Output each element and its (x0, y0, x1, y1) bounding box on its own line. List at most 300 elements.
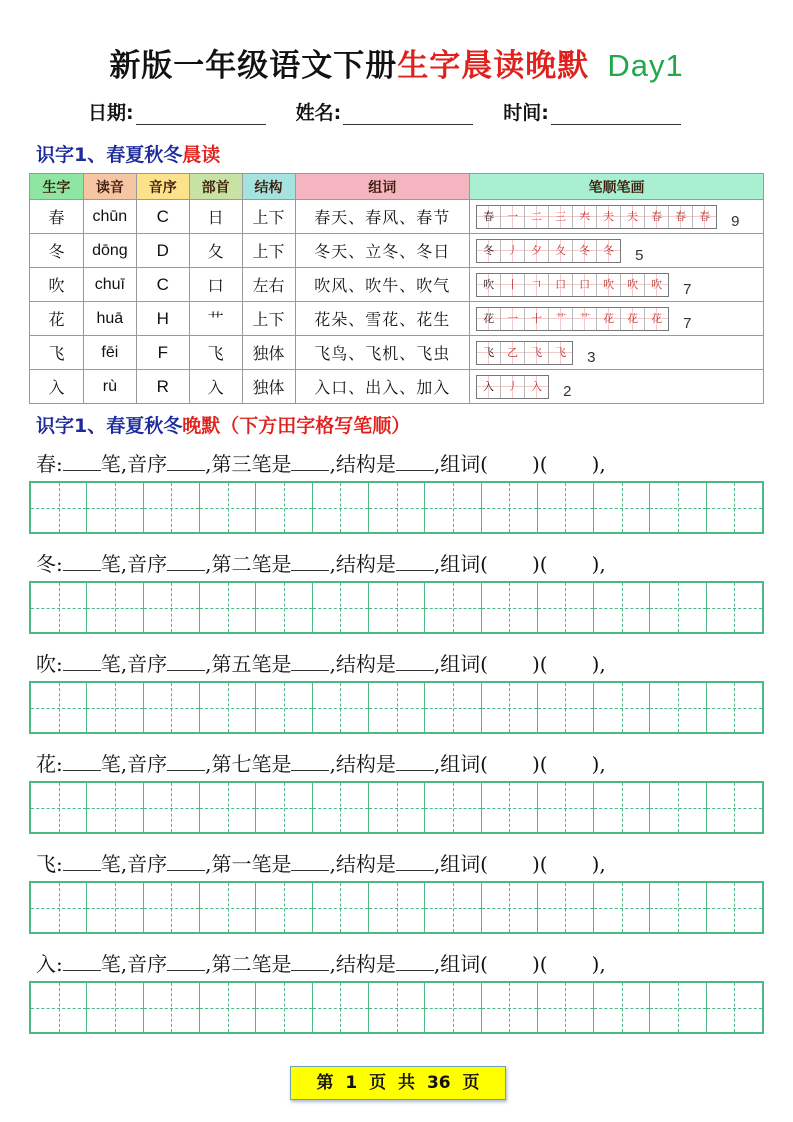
cell-pinyin: dōng (83, 234, 136, 268)
writing-cell[interactable] (538, 883, 594, 932)
stroke-step: 吹 (597, 274, 621, 296)
writing-cell[interactable] (256, 583, 312, 632)
writing-cell[interactable] (650, 883, 706, 932)
writing-cell[interactable] (313, 983, 369, 1032)
structure-label: 结构是 (335, 652, 396, 676)
cell-pinyin: huā (83, 302, 136, 336)
writing-cell[interactable] (538, 683, 594, 732)
answer-blank[interactable] (167, 552, 205, 571)
cell-words: 春天、春风、春节 (295, 200, 470, 234)
comma: , (433, 652, 441, 676)
structure-label: 结构是 (335, 952, 396, 976)
answer-blank[interactable] (63, 752, 101, 771)
strokes-label: 笔, (100, 752, 128, 776)
answer-blank[interactable] (291, 452, 329, 471)
column-header: 笔顺笔画 (470, 174, 764, 200)
writing-cell[interactable] (425, 483, 481, 532)
writing-cell[interactable] (144, 783, 200, 832)
cell-structure: 上下 (242, 234, 295, 268)
paren-end: ), (591, 952, 606, 976)
writing-cell[interactable] (87, 883, 143, 932)
writing-cell[interactable] (594, 483, 650, 532)
writing-cell[interactable] (144, 983, 200, 1032)
cell-pinyin: chuī (83, 268, 136, 302)
cell-structure: 左右 (242, 268, 295, 302)
writing-cell[interactable] (200, 983, 256, 1032)
stroke-step: 春 (669, 206, 693, 228)
comma: , (205, 852, 212, 876)
colon: : (56, 852, 63, 876)
comma: , (329, 752, 336, 776)
table-row (30, 336, 764, 370)
structure-label: 结构是 (335, 452, 396, 476)
table-row (30, 200, 764, 234)
words-label: 组词( (440, 752, 488, 776)
stroke-step: 吹 (477, 274, 501, 296)
cell-pinyin: fēi (83, 336, 136, 370)
writing-cell[interactable] (87, 583, 143, 632)
comma: , (433, 852, 441, 876)
writing-cell[interactable] (425, 583, 481, 632)
cell-initial: D (136, 234, 189, 268)
answer-blank[interactable] (63, 952, 101, 971)
cell-radical: 夂 (189, 234, 242, 268)
answer-blank[interactable] (396, 952, 434, 971)
cell-structure: 独体 (242, 336, 295, 370)
answer-blank[interactable] (63, 552, 101, 571)
paren-mid: )( (532, 952, 548, 976)
table-row (30, 302, 764, 336)
stroke-step: 𡗗 (573, 206, 597, 228)
answer-blank[interactable] (396, 752, 434, 771)
stroke-count: 7 (683, 281, 692, 298)
initial-label: 音序 (127, 952, 168, 976)
cell-char: 吹 (30, 268, 84, 302)
writing-cell[interactable] (31, 983, 87, 1032)
stroke-count: 9 (731, 213, 740, 230)
cell-stroke-order (470, 370, 764, 404)
writing-cell[interactable] (313, 483, 369, 532)
answer-blank[interactable] (396, 452, 434, 471)
stroke-step: 花 (645, 308, 668, 330)
time-label: 时间: (503, 102, 549, 124)
cell-stroke-order (470, 336, 764, 370)
paren-mid: )( (532, 652, 548, 676)
writing-cell[interactable] (144, 683, 200, 732)
tianzige-grid (29, 581, 764, 634)
comma: , (205, 752, 212, 776)
writing-cell[interactable] (31, 883, 87, 932)
answer-blank[interactable] (167, 952, 205, 971)
stroke-ordinal-label: 第二笔是 (211, 952, 292, 976)
table-header-row (30, 174, 764, 200)
stroke-step: 丿 (501, 376, 525, 398)
cell-structure: 上下 (242, 302, 295, 336)
stroke-step: 冬 (597, 240, 620, 262)
stroke-step: 夕 (525, 240, 549, 262)
writing-cell[interactable] (31, 583, 87, 632)
stroke-step: 口 (549, 274, 573, 296)
writing-cell[interactable] (200, 483, 256, 532)
writing-cell[interactable] (256, 983, 312, 1032)
name-field[interactable] (296, 98, 474, 125)
stroke-step: 丿 (501, 240, 525, 262)
answer-blank[interactable] (291, 652, 329, 671)
cell-pinyin: rù (83, 370, 136, 404)
writing-cell[interactable] (369, 983, 425, 1032)
writing-cell[interactable] (538, 983, 594, 1032)
answer-blank[interactable] (291, 752, 329, 771)
paren-mid: )( (532, 452, 548, 476)
answer-blank[interactable] (291, 852, 329, 871)
writing-cell[interactable] (313, 683, 369, 732)
writing-cell[interactable] (425, 883, 481, 932)
stroke-step: 艹 (549, 308, 573, 330)
cell-char: 冬 (30, 234, 84, 268)
writing-cell[interactable] (200, 883, 256, 932)
title-day: Day1 (607, 48, 684, 83)
tianzige-grid (29, 481, 764, 534)
table-row (30, 268, 764, 302)
cell-words: 冬天、立冬、冬日 (295, 234, 470, 268)
writing-cell[interactable] (144, 483, 200, 532)
dictation-question (36, 648, 776, 677)
writing-cell[interactable] (313, 783, 369, 832)
comma: , (433, 552, 441, 576)
cell-radical: 入 (189, 370, 242, 404)
comma: , (205, 652, 212, 676)
writing-cell[interactable] (425, 683, 481, 732)
paren-end: ), (591, 652, 606, 676)
writing-cell[interactable] (144, 883, 200, 932)
section-heading-evening (36, 411, 410, 438)
writing-cell[interactable] (482, 883, 538, 932)
stroke-step: 春 (477, 206, 501, 228)
writing-cell[interactable] (369, 683, 425, 732)
writing-cell[interactable] (256, 683, 312, 732)
question-char: 冬 (36, 552, 56, 576)
stroke-step: 吹 (645, 274, 668, 296)
stroke-step: 花 (621, 308, 645, 330)
comma: , (205, 552, 212, 576)
writing-cell[interactable] (31, 683, 87, 732)
answer-blank[interactable] (167, 852, 205, 871)
writing-cell[interactable] (538, 783, 594, 832)
stroke-step: 一 (501, 308, 525, 330)
stroke-step: 十 (525, 308, 549, 330)
stroke-step: 二 (525, 206, 549, 228)
stroke-step: 冬 (573, 240, 597, 262)
cell-words: 入口、出入、加入 (295, 370, 470, 404)
writing-cell[interactable] (144, 583, 200, 632)
paren-end: ), (591, 752, 606, 776)
stroke-step: 夫 (621, 206, 645, 228)
question-char: 入 (36, 952, 56, 976)
words-label: 组词( (440, 552, 488, 576)
table-row (30, 370, 764, 404)
stroke-step: 夫 (597, 206, 621, 228)
paren-end: ), (591, 852, 606, 876)
writing-cell[interactable] (482, 983, 538, 1032)
column-header: 部首 (189, 174, 242, 200)
question-char: 花 (36, 752, 56, 776)
paren-end: ), (591, 452, 606, 476)
answer-blank[interactable] (167, 452, 205, 471)
answer-blank[interactable] (291, 552, 329, 571)
writing-cell[interactable] (87, 983, 143, 1032)
initial-label: 音序 (127, 452, 168, 476)
cell-structure: 独体 (242, 370, 295, 404)
writing-cell[interactable] (369, 783, 425, 832)
answer-blank[interactable] (291, 952, 329, 971)
writing-cell[interactable] (313, 583, 369, 632)
question-char: 飞 (36, 852, 56, 876)
initial-label: 音序 (127, 652, 168, 676)
answer-blank[interactable] (396, 852, 434, 871)
writing-cell[interactable] (256, 783, 312, 832)
colon: : (56, 552, 63, 576)
writing-cell[interactable] (650, 483, 706, 532)
writing-cell[interactable] (482, 683, 538, 732)
cell-words: 花朵、雪花、花生 (295, 302, 470, 336)
paren-mid: )( (532, 552, 548, 576)
words-label: 组词( (440, 452, 488, 476)
writing-cell[interactable] (707, 483, 762, 532)
table-row (30, 234, 764, 268)
stroke-sequence (476, 205, 717, 229)
strokes-label: 笔, (100, 852, 128, 876)
writing-cell[interactable] (707, 783, 762, 832)
writing-cell[interactable] (707, 683, 762, 732)
tianzige-grid (29, 981, 764, 1034)
writing-cell[interactable] (425, 983, 481, 1032)
cell-char: 飞 (30, 336, 84, 370)
initial-label: 音序 (127, 752, 168, 776)
writing-cell[interactable] (482, 483, 538, 532)
question-char: 吹 (36, 652, 56, 676)
date-field[interactable] (88, 98, 266, 125)
writing-cell[interactable] (538, 583, 594, 632)
writing-cell[interactable] (594, 783, 650, 832)
stroke-step: 花 (597, 308, 621, 330)
writing-cell[interactable] (87, 783, 143, 832)
comma: , (329, 652, 336, 676)
title-highlight: 生字晨读晚默 (397, 48, 590, 84)
cell-structure: 上下 (242, 200, 295, 234)
column-header: 生字 (30, 174, 84, 200)
stroke-ordinal-label: 第一笔是 (211, 852, 292, 876)
stroke-step: 乙 (501, 342, 525, 364)
writing-cell[interactable] (313, 883, 369, 932)
paren-end: ), (591, 552, 606, 576)
cell-stroke-order (470, 268, 764, 302)
stroke-ordinal-label: 第二笔是 (211, 552, 292, 576)
answer-blank[interactable] (396, 652, 434, 671)
column-header: 读音 (83, 174, 136, 200)
writing-cell[interactable] (707, 883, 762, 932)
writing-cell[interactable] (200, 683, 256, 732)
writing-cell[interactable] (650, 683, 706, 732)
cell-words: 吹风、吹牛、吹气 (295, 268, 470, 302)
cell-radical: 艹 (189, 302, 242, 336)
stroke-step: 入 (477, 376, 501, 398)
comma: , (329, 452, 336, 476)
cell-char: 春 (30, 200, 84, 234)
colon: : (56, 952, 63, 976)
stroke-step: 夂 (549, 240, 573, 262)
stroke-step: 三 (549, 206, 573, 228)
table-body (30, 200, 764, 404)
date-blank[interactable] (136, 104, 266, 125)
character-table (29, 173, 764, 404)
column-header: 音序 (136, 174, 189, 200)
stroke-sequence (476, 341, 573, 365)
answer-blank[interactable] (63, 852, 101, 871)
writing-cell[interactable] (594, 583, 650, 632)
writing-cell[interactable] (594, 883, 650, 932)
stroke-sequence (476, 273, 669, 297)
writing-cell[interactable] (31, 783, 87, 832)
stroke-step: 丨 (501, 274, 525, 296)
column-header: 组词 (295, 174, 470, 200)
stroke-ordinal-label: 第三笔是 (211, 452, 292, 476)
writing-cell[interactable] (650, 583, 706, 632)
writing-cell[interactable] (707, 583, 762, 632)
writing-cell[interactable] (707, 983, 762, 1032)
dictation-question (36, 548, 776, 577)
stroke-sequence (476, 307, 669, 331)
stroke-step: 飞 (525, 342, 549, 364)
cell-stroke-order (470, 200, 764, 234)
stroke-step: 冬 (477, 240, 501, 262)
writing-cell[interactable] (200, 583, 256, 632)
tianzige-grid (29, 881, 764, 934)
writing-cell[interactable] (369, 483, 425, 532)
writing-cell[interactable] (482, 583, 538, 632)
section-lesson: 识字1、春夏秋冬 (36, 415, 183, 437)
answer-blank[interactable] (63, 452, 101, 471)
comma: , (433, 752, 441, 776)
stroke-count: 7 (683, 315, 692, 332)
cell-initial: R (136, 370, 189, 404)
strokes-label: 笔, (100, 952, 128, 976)
cell-radical: 口 (189, 268, 242, 302)
dictation-question (36, 448, 776, 477)
section-lesson: 识字1、春夏秋冬 (36, 144, 183, 166)
stroke-ordinal-label: 第五笔是 (211, 652, 292, 676)
structure-label: 结构是 (335, 752, 396, 776)
paren-mid: )( (532, 852, 548, 876)
words-label: 组词( (440, 652, 488, 676)
time-blank[interactable] (551, 104, 681, 125)
writing-cell[interactable] (425, 783, 481, 832)
stroke-count: 5 (635, 247, 644, 264)
writing-cell[interactable] (87, 683, 143, 732)
comma: , (433, 952, 441, 976)
section-heading-morning (36, 140, 220, 167)
stroke-step: 入 (525, 376, 548, 398)
stroke-step: 吹 (621, 274, 645, 296)
writing-cell[interactable] (482, 783, 538, 832)
colon: : (56, 752, 63, 776)
stroke-step: 口 (573, 274, 597, 296)
stroke-step: 花 (477, 308, 501, 330)
writing-cell[interactable] (200, 783, 256, 832)
answer-blank[interactable] (396, 552, 434, 571)
writing-cell[interactable] (256, 483, 312, 532)
info-row (88, 98, 728, 125)
cell-stroke-order (470, 302, 764, 336)
stroke-count: 3 (587, 349, 596, 366)
stroke-step: 艹 (573, 308, 597, 330)
stroke-step: 春 (693, 206, 716, 228)
writing-cell[interactable] (594, 683, 650, 732)
writing-cell[interactable] (369, 883, 425, 932)
writing-cell[interactable] (538, 483, 594, 532)
initial-label: 音序 (127, 852, 168, 876)
page-indicator: 第 1 页 共 36 页 (290, 1066, 506, 1100)
stroke-count: 2 (563, 383, 572, 400)
writing-cell[interactable] (369, 583, 425, 632)
answer-blank[interactable] (167, 752, 205, 771)
answer-blank[interactable] (167, 652, 205, 671)
writing-cell[interactable] (256, 883, 312, 932)
dictation-question (36, 948, 776, 977)
writing-cell[interactable] (650, 783, 706, 832)
structure-label: 结构是 (335, 852, 396, 876)
writing-cell[interactable] (87, 483, 143, 532)
answer-blank[interactable] (63, 652, 101, 671)
name-label: 姓名: (295, 102, 342, 124)
tianzige-grid (29, 781, 764, 834)
writing-cell[interactable] (31, 483, 87, 532)
comma: , (433, 452, 441, 476)
cell-radical: 飞 (189, 336, 242, 370)
comma: , (329, 952, 336, 976)
cell-initial: F (136, 336, 189, 370)
stroke-step: 飞 (549, 342, 572, 364)
strokes-label: 笔, (100, 452, 128, 476)
cell-initial: C (136, 200, 189, 234)
initial-label: 音序 (127, 552, 168, 576)
words-label: 组词( (440, 852, 488, 876)
cell-words: 飞鸟、飞机、飞虫 (295, 336, 470, 370)
colon: : (56, 452, 63, 476)
stroke-step: 飞 (477, 342, 501, 364)
cell-initial: C (136, 268, 189, 302)
comma: , (205, 952, 212, 976)
section-mode: 晨读 (182, 144, 221, 166)
time-field[interactable] (503, 98, 681, 125)
strokes-label: 笔, (100, 652, 128, 676)
comma: , (329, 852, 336, 876)
comma: , (329, 552, 336, 576)
strokes-label: 笔, (100, 552, 128, 576)
cell-initial: H (136, 302, 189, 336)
cell-char: 花 (30, 302, 84, 336)
question-char: 春 (36, 452, 56, 476)
tianzige-grid (29, 681, 764, 734)
stroke-sequence (476, 239, 621, 263)
writing-cell[interactable] (594, 983, 650, 1032)
writing-cell[interactable] (650, 983, 706, 1032)
words-label: 组词( (440, 952, 488, 976)
structure-label: 结构是 (335, 552, 396, 576)
name-blank[interactable] (343, 104, 473, 125)
cell-char: 入 (30, 370, 84, 404)
cell-radical: 日 (189, 200, 242, 234)
stroke-sequence (476, 375, 549, 399)
